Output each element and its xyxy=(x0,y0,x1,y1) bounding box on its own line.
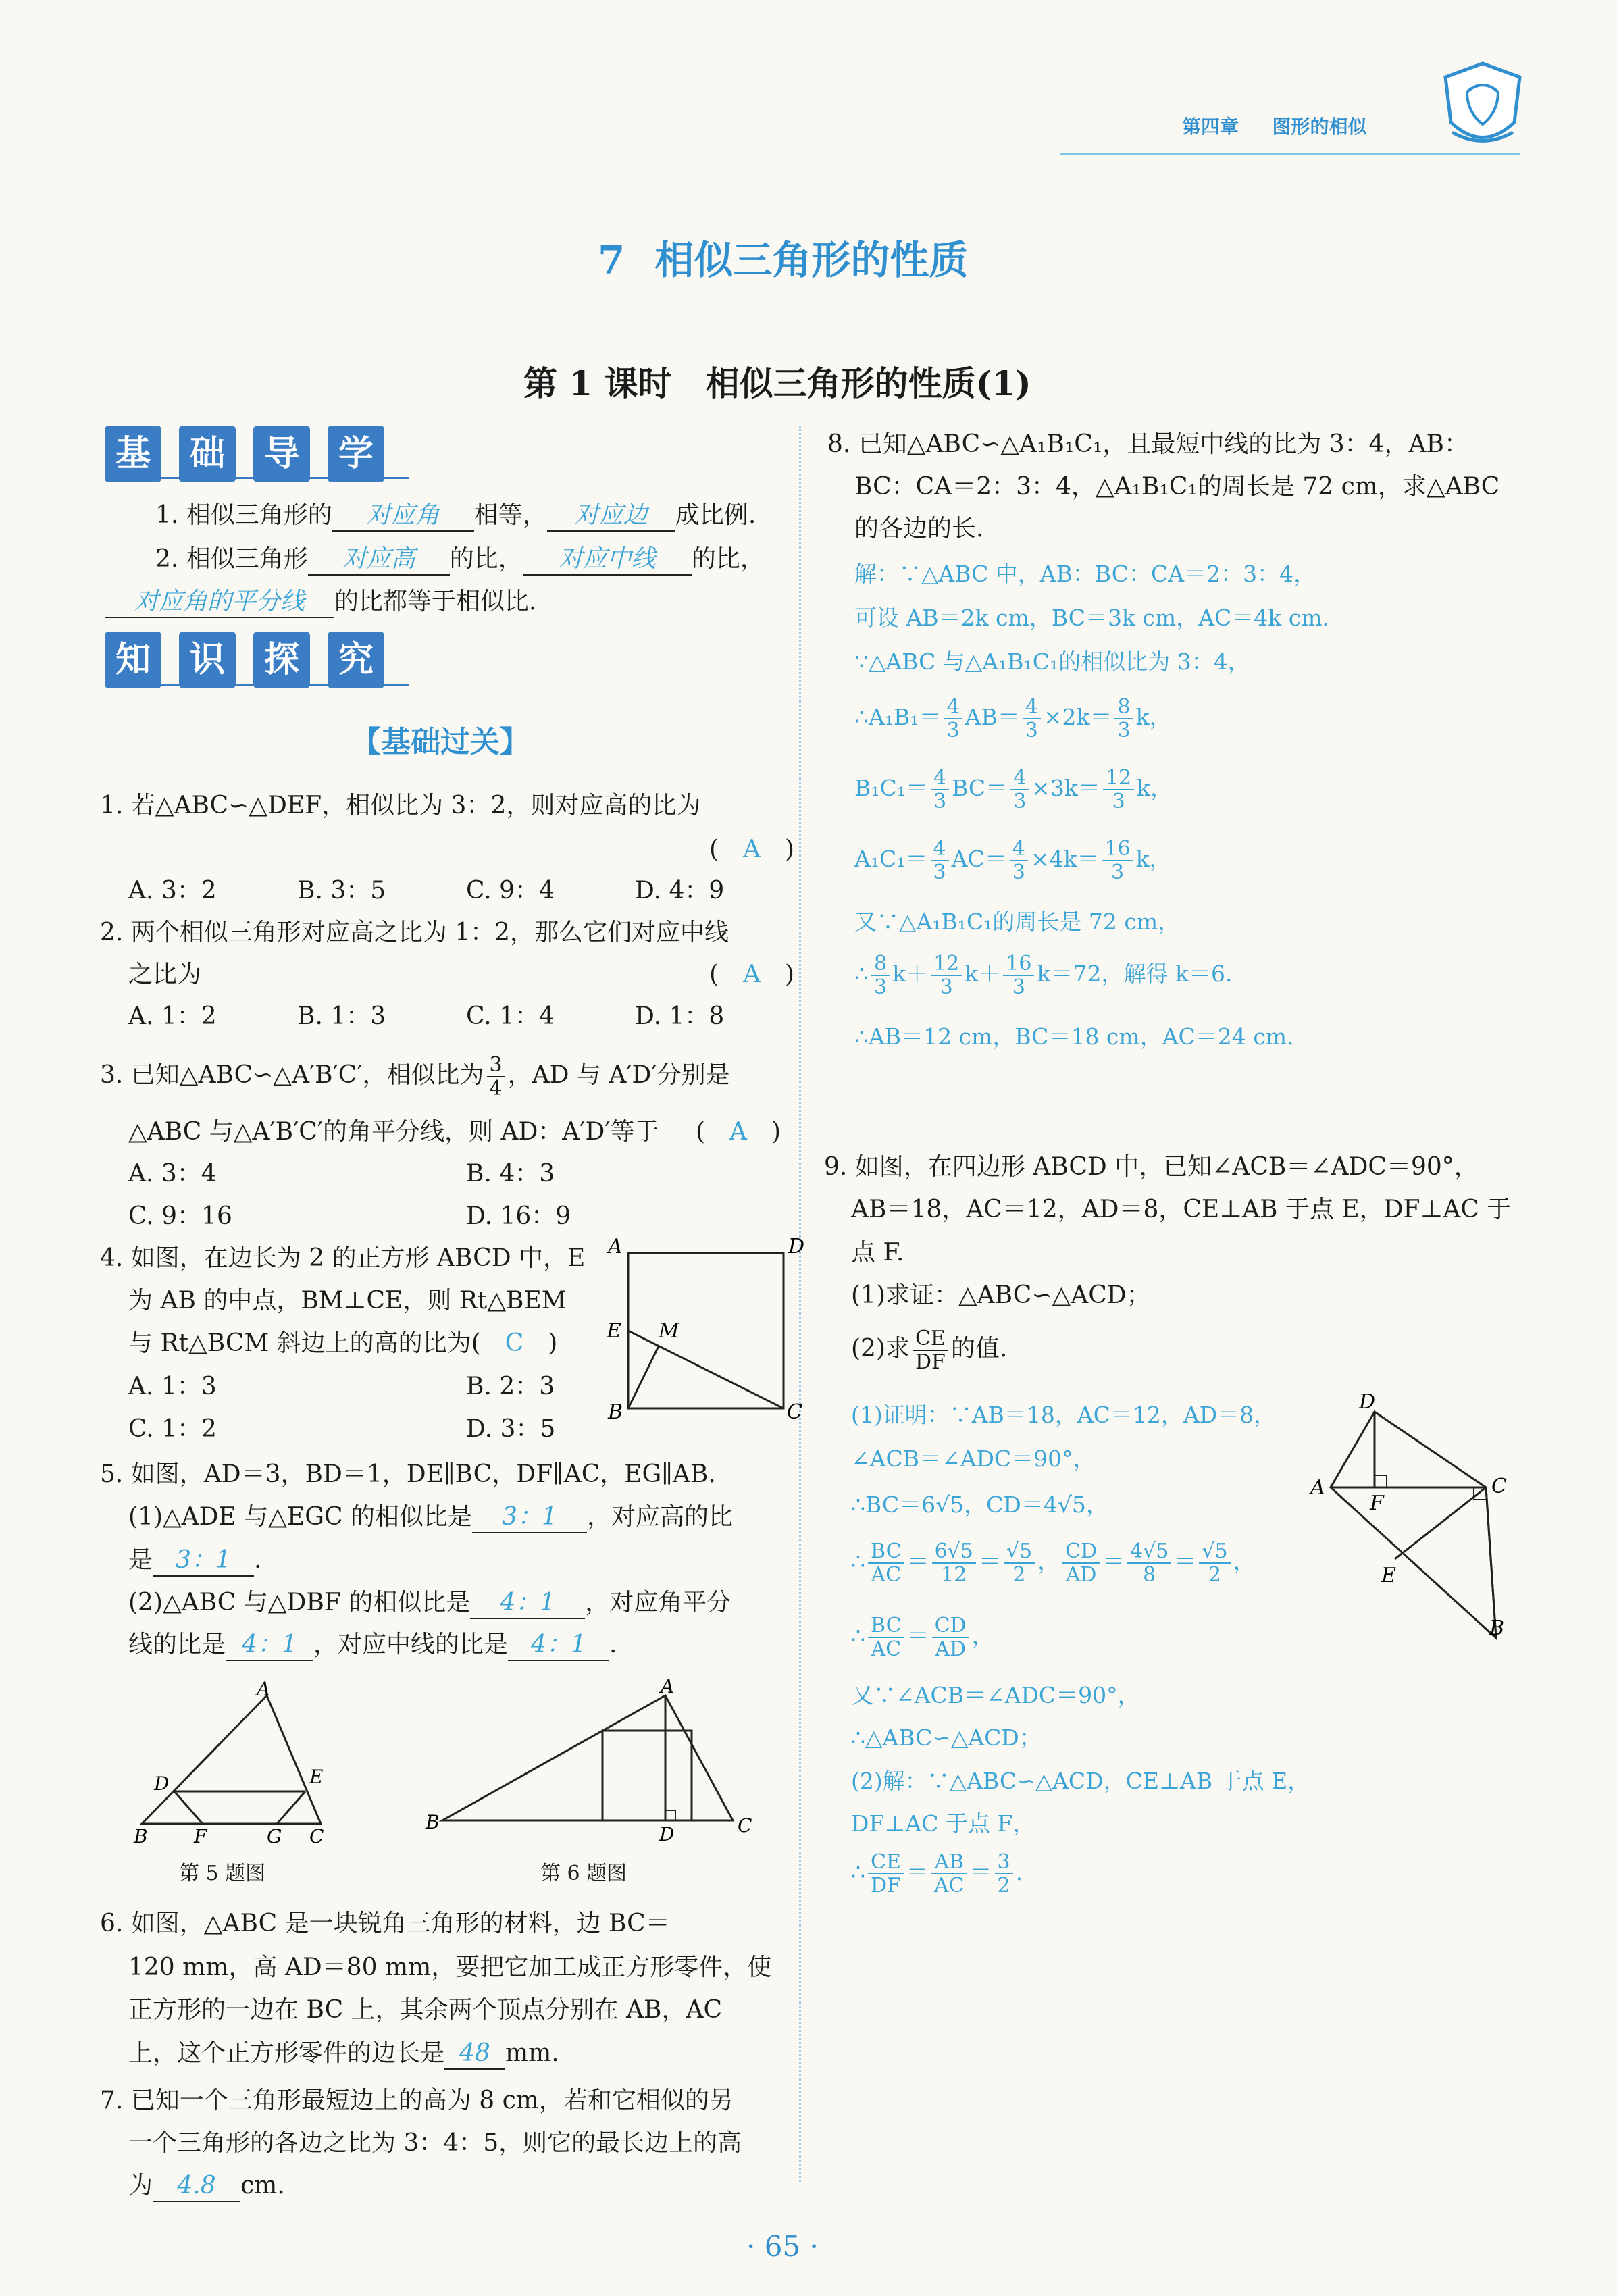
fig4-label-b: B xyxy=(608,1400,623,1424)
q4-line-1: 4. 如图，在边长为 2 的正方形 ABCD 中，E xyxy=(100,1244,586,1272)
banner-underline-2 xyxy=(105,684,409,686)
chapter-header xyxy=(1182,115,1367,138)
q2-stem-2: 之比为 xyxy=(128,961,202,988)
q4-figure xyxy=(594,1235,805,1424)
q6-figure xyxy=(426,1675,756,1845)
q8-line-1: 8. 已知△ABC∽△A₁B₁C₁，且最短中线的比为 3：4，AB： xyxy=(827,430,1468,458)
guide-line-2: 2. 相似三角形 对应高 的比， 对应中线 的比， xyxy=(155,544,765,576)
q4-option-c: C. 1：2 xyxy=(128,1415,217,1443)
banner-underline xyxy=(105,477,409,479)
fig9-label-b: B xyxy=(1489,1616,1505,1640)
q9-sol-7: ∴△ABC∽△ACD； xyxy=(851,1725,1042,1751)
fig9-label-a: A xyxy=(1310,1476,1325,1500)
q6-line-1: 6. 如图，△ABC 是一块锐角三角形的材料，边 BC＝ xyxy=(100,1910,670,1937)
q7-line-2: 一个三角形的各边之比为 3：4：5，则它的最长边上的高 xyxy=(128,2129,742,2157)
q3-answer: ( A ) xyxy=(696,1118,781,1146)
q6-line-3: 正方形的一边在 BC 上，其余两个顶点分别在 AB，AC xyxy=(128,1996,722,2024)
fig6-caption: 第 6 题图 xyxy=(540,1862,627,1885)
q9-sol-3: ∴BC＝6√5，CD＝4√5， xyxy=(851,1491,1108,1518)
q8-sol-2: 可设 AB＝2k cm，BC＝3k cm，AC＝4k cm. xyxy=(854,605,1330,631)
section-title: 7 相似三角形的性质 xyxy=(598,237,969,283)
q9-sol-5: ∴ $\frac{BC}{AC}$ ＝ $\frac{CD}{AD}$ ， xyxy=(851,1614,994,1661)
q5-figure xyxy=(128,1678,344,1847)
fig4-label-e: E xyxy=(607,1319,621,1343)
fig5-label-d: D xyxy=(154,1772,170,1795)
q8-sol-3: ∵△ABC 与△A₁B₁C₁的相似比为 3：4， xyxy=(854,648,1250,675)
q9-sol-4: ∴ $\frac{BC}{AC}$ ＝ $\frac{6√5}{12}$ ＝ $\frac{√5}{2}$ ， $\frac{CD}{AD}$ ＝ $\frac{4√5}{8}$ ＝ $\frac{√5}{2}$ ， xyxy=(851,1539,1256,1587)
q9-line-3: 点 F. xyxy=(851,1239,904,1267)
q8-sol-1: 解：∵△ABC 中，AB：BC：CA＝2：3：4， xyxy=(854,561,1316,587)
fig5-label-b: B xyxy=(134,1825,148,1847)
q1-option-c: C. 9：4 xyxy=(466,877,555,904)
fig6-label-d: D xyxy=(659,1823,675,1845)
q3-option-c: C. 9：16 xyxy=(128,1202,232,1230)
q9-figure xyxy=(1310,1392,1513,1648)
q8-sol-9: ∴AB＝12 cm，BC＝18 cm，AC＝24 cm. xyxy=(854,1023,1294,1050)
q5-line-2: (1)△ADE 与△EGC 的相似比是 3：1 ，对应高的比 xyxy=(128,1502,733,1533)
q8-sol-8: ∴ $\frac{8}{3}$ k＋ $\frac{12}{3}$ k＋ $\frac{16}{3}$ k＝72，解得 k＝6. xyxy=(854,952,1233,999)
q9-sol-2: ∠ACB＝∠ADC＝90°， xyxy=(851,1446,1096,1472)
fig4-label-a: A xyxy=(608,1235,623,1258)
q4-line-3: 与 Rt△BCM 斜边上的高的比为( C ) xyxy=(128,1329,558,1357)
q3-option-d: D. 16：9 xyxy=(466,1202,571,1230)
q5-line-5: 线的比是 4：1 ，对应中线的比是 4：1 . xyxy=(128,1629,617,1661)
fig6-label-a: A xyxy=(661,1675,675,1698)
fig9-label-e: E xyxy=(1381,1564,1396,1587)
q9-line-1: 9. 如图，在四边形 ABCD 中，已知∠ACB＝∠ADC＝90°， xyxy=(824,1153,1479,1181)
q2-option-a: A. 1：2 xyxy=(128,1002,217,1030)
q2-option-b: B. 1：3 xyxy=(297,1002,386,1030)
fig4-label-m: M xyxy=(659,1319,679,1343)
q4-option-b: B. 2：3 xyxy=(466,1373,555,1400)
q7-line-1: 7. 已知一个三角形最短边上的高为 8 cm，若和它相似的另 xyxy=(100,2087,734,2114)
banner-basic-guide: 基 础 导 学 xyxy=(105,426,402,482)
q9-part-1: (1)求证：△ABC∽△ACD； xyxy=(851,1281,1151,1309)
fig5-label-f: F xyxy=(194,1825,207,1847)
q5-line-3: 是 3：1 . xyxy=(128,1545,261,1577)
q5-line-1: 5. 如图，AD＝3，BD＝1，DE∥BC，DF∥AC，EG∥AB. xyxy=(100,1460,716,1488)
school-logo xyxy=(1439,58,1526,159)
q8-sol-6: A₁C₁＝ $\frac{4}{3}$ AC＝ $\frac{4}{3}$ ×4k＝ $\frac{16}{3}$ k， xyxy=(854,837,1172,884)
guide-line-1: 1. 相似三角形的 对应角 相等， 对应边 成比例. xyxy=(155,500,756,532)
fig5-caption: 第 5 题图 xyxy=(179,1862,266,1885)
fig4-label-c: C xyxy=(787,1400,802,1424)
lesson-title: 第 1 课时 相似三角形的性质(1) xyxy=(523,363,1031,403)
column-divider xyxy=(799,426,801,2182)
q2-answer: ( A ) xyxy=(709,961,795,988)
q9-sol-8: (2)解：∵△ABC∽△ACD，CE⊥AB 于点 E， xyxy=(851,1768,1310,1794)
q4-line-2: 为 AB 的中点，BM⊥CE，则 Rt△BEM xyxy=(128,1287,567,1315)
fig6-label-b: B xyxy=(426,1811,440,1833)
fig4-label-d: D xyxy=(788,1235,805,1258)
q2-stem-1: 2. 两个相似三角形对应高之比为 1：2，那么它们对应中线 xyxy=(100,919,729,946)
q3-stem-2: △ABC 与△A′B′C′的角平分线，则 AD：A′D′等于 xyxy=(128,1118,659,1146)
fig5-label-a: A xyxy=(257,1678,271,1700)
q9-part-2: (2)求 $\frac{CE}{DF}$ 的值. xyxy=(851,1327,1008,1374)
fig5-label-c: C xyxy=(309,1825,324,1847)
chapter-title: 图形的相似 xyxy=(1272,116,1367,138)
q9-line-2: AB＝18，AC＝12，AD＝8，CE⊥AB 于点 E，DF⊥AC 于 xyxy=(851,1196,1512,1223)
fig5-label-e: E xyxy=(309,1766,324,1788)
q4-option-a: A. 1：3 xyxy=(128,1373,217,1400)
q9-sol-9: DF⊥AC 于点 F， xyxy=(851,1810,1035,1837)
fig9-label-f: F xyxy=(1370,1491,1384,1515)
q3-stem-1: 3. 已知△ABC∽△A′B′C′，相似比为 $\frac{3}{4}$ ，AD 与 A′D′分别是 xyxy=(100,1053,730,1100)
q8-line-3: 的各边的长. xyxy=(854,515,984,542)
q6-line-4: 上，这个正方形零件的边长是 48 mm. xyxy=(128,2038,559,2070)
fig9-label-d: D xyxy=(1359,1390,1376,1414)
q1-answer: ( A ) xyxy=(709,836,795,863)
q1-stem: 1. 若△ABC∽△DEF，相似比为 3：2，则对应高的比为 xyxy=(100,792,701,819)
page-number: · 65 · xyxy=(746,2230,819,2263)
q2-option-d: D. 1：8 xyxy=(635,1002,725,1030)
q2-option-c: C. 1：4 xyxy=(466,1002,555,1030)
guide-line-3: 对应角的平分线 的比都等于相似比. xyxy=(105,586,536,618)
chapter-number: 第四章 xyxy=(1182,116,1239,138)
q8-sol-7: 又∵△A₁B₁C₁的周长是 72 cm， xyxy=(854,909,1181,935)
fig5-label-g: G xyxy=(267,1825,282,1847)
q3-option-a: A. 3：4 xyxy=(128,1160,217,1188)
q8-sol-5: B₁C₁＝ $\frac{4}{3}$ BC＝ $\frac{4}{3}$ ×3k＝ $\frac{12}{3}$ k， xyxy=(854,766,1173,813)
q1-option-d: D. 4：9 xyxy=(635,877,725,904)
q8-sol-4: ∴A₁B₁＝ $\frac{4}{3}$ AB＝ $\frac{4}{3}$ ×2k＝ $\frac{8}{3}$ k， xyxy=(854,695,1172,742)
q7-line-3: 为 4.8 cm. xyxy=(128,2170,285,2202)
banner-knowledge-explore: 知 识 探 究 xyxy=(105,632,402,688)
q1-option-b: B. 3：5 xyxy=(297,877,386,904)
fig6-label-c: C xyxy=(738,1814,752,1837)
q1-option-a: A. 3：2 xyxy=(128,877,217,904)
q9-sol-1: (1)证明：∵AB＝18，AC＝12，AD＝8， xyxy=(851,1402,1277,1428)
q5-line-4: (2)△ABC 与△DBF 的相似比是 4：1 ，对应角平分 xyxy=(128,1587,731,1619)
q9-sol-10: ∴ $\frac{CE}{DF}$ ＝ $\frac{AB}{AC}$ ＝ $\frac{3}{2}$ . xyxy=(851,1850,1023,1897)
q4-option-d: D. 3：5 xyxy=(466,1415,556,1443)
q9-sol-6: 又∵∠ACB＝∠ADC＝90°， xyxy=(851,1682,1140,1708)
basics-heading: 【基础过关】 xyxy=(351,725,530,759)
q8-line-2: BC：CA＝2：3：4，△A₁B₁C₁的周长是 72 cm，求△ABC xyxy=(854,473,1500,501)
fig9-label-c: C xyxy=(1491,1475,1507,1498)
q3-option-b: B. 4：3 xyxy=(466,1160,555,1188)
q6-line-2: 120 mm，高 AD＝80 mm，要把它加工成正方形零件，使 xyxy=(128,1954,772,1981)
